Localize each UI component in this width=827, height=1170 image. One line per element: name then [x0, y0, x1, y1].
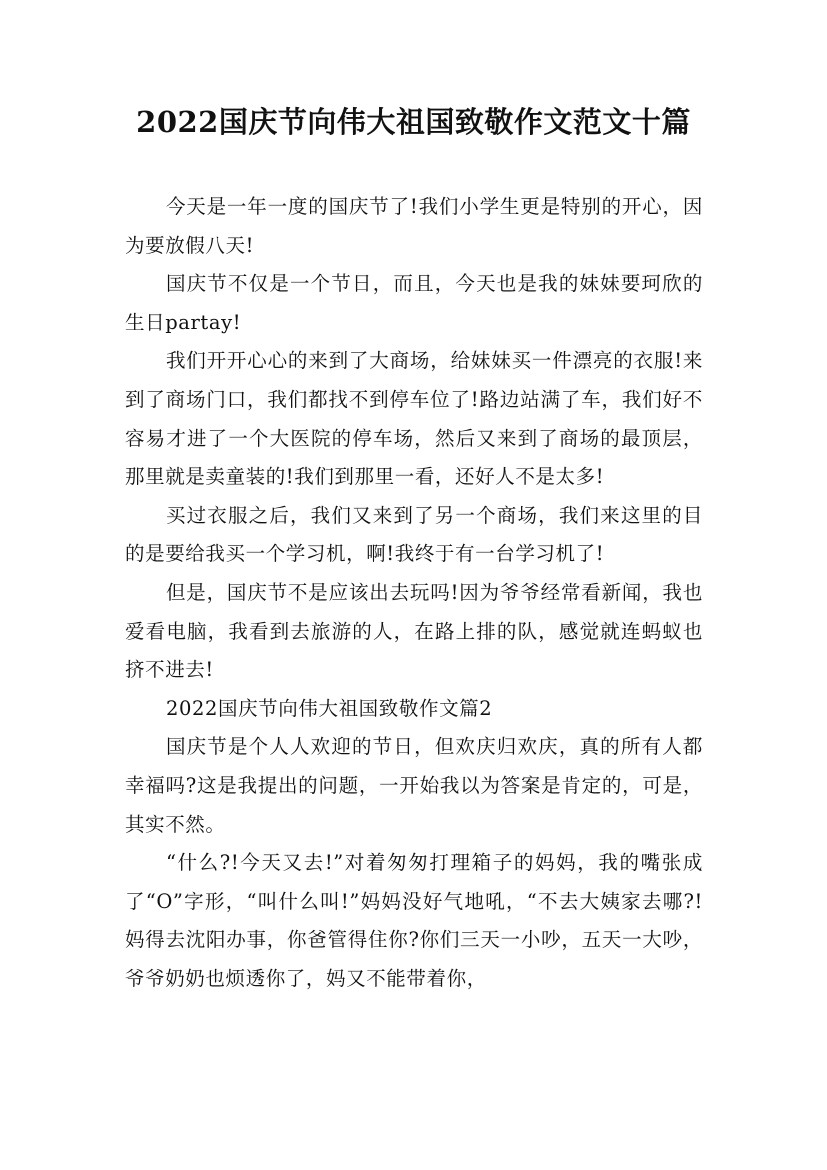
- document-title: 2022国庆节向伟大祖国致敬作文范文十篇: [136, 105, 691, 139]
- paragraph: 我们开开心心的来到了大商场，给妹妹买一件漂亮的衣服!来到了商场门口，我们都找不到停车位了!路边站满了车，我们好不容易才进了一个大医院的停车场，然后又来到了商场的最顶层，那里就是卖童装的!我们到那里一看，还好人不是太多!: [125, 349, 703, 489]
- paragraph: “什么?!今天又去!”对着匆匆打理箱子的妈妈，我的嘴张成了“O”字形，“叫什么叫!”妈妈没好气地吼，“不去大姨家去哪?!妈得去沈阳办事，你爸管得住你?你们三天一小吵，五天一大吵，爷爷奶奶也烦透你了，妈又不能带着你，: [125, 851, 703, 990]
- paragraph: 国庆节是个人人欢迎的节日，但欢庆归欢庆，真的所有人都幸福吗?这是我提出的问题，一开始我以为答案是肯定的，可是，其实不然。: [125, 735, 703, 836]
- paragraph: 国庆节不仅是一个节日，而且，今天也是我的妹妹要珂欣的生日partay!: [125, 272, 703, 334]
- paragraph: 但是，国庆节不是应该出去玩吗!因为爷爷经常看新闻，我也爱看电脑，我看到去旅游的人，在路上排的队，感觉就连蚂蚁也挤不进去!: [125, 580, 703, 682]
- paragraph: 今天是一年一度的国庆节了!我们小学生更是特别的开心，因为要放假八天!: [125, 195, 703, 257]
- document-body: [125, 188, 703, 998]
- section-heading: 2022国庆节向伟大祖国致敬作文篇2: [165, 696, 493, 720]
- paragraph: 买过衣服之后，我们又来到了另一个商场，我们来这里的目的是要给我买一个学习机，啊!我终于有一台学习机了!: [125, 503, 703, 566]
